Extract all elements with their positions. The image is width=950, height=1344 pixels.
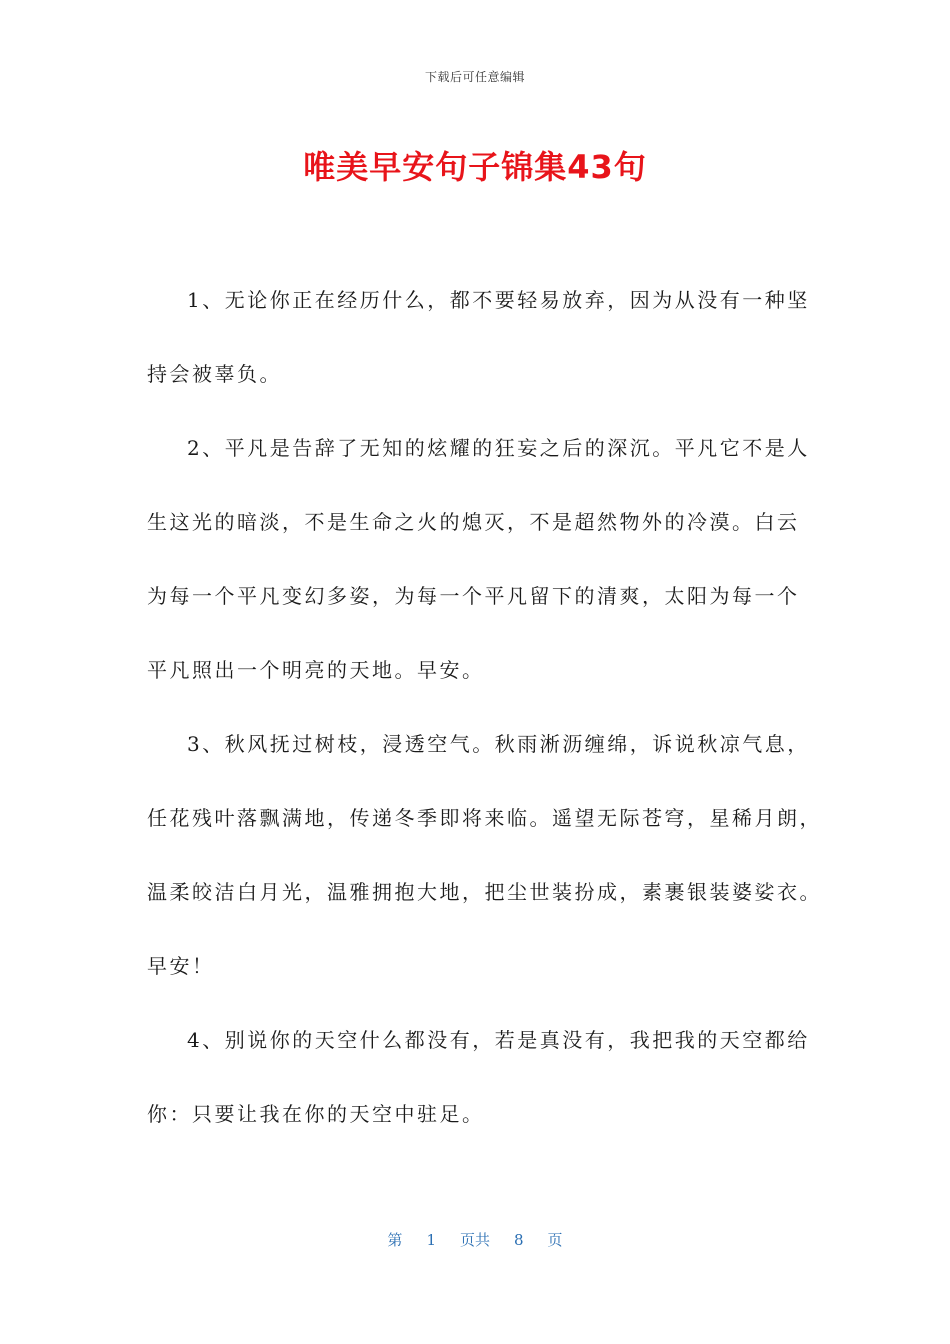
footer-current-page: 1 bbox=[426, 1231, 436, 1249]
paragraph-3 bbox=[147, 720, 822, 990]
document-body bbox=[147, 276, 822, 1164]
footer-total-pages: 8 bbox=[514, 1231, 524, 1249]
paragraph-line: 任花残叶落飘满地，传递冬季即将来临。遥望无际苍穹，星稀月朗， bbox=[147, 806, 822, 830]
document-title: 唯美早安句子锦集43句 bbox=[303, 148, 647, 186]
footer-label-page: 第 bbox=[387, 1231, 403, 1249]
paragraph-line: 生这光的暗淡，不是生命之火的熄灭，不是超然物外的冷漠。白云 bbox=[147, 510, 800, 534]
paragraph-line: 温柔皎洁白月光，温雅拥抱大地，把尘世装扮成，素裹银装婆娑衣。 bbox=[147, 880, 822, 904]
paragraph-line: 3、秋风抚过树枝，浸透空气。秋雨淅沥缠绵，诉说秋凉气息， bbox=[187, 732, 810, 756]
paragraph-2 bbox=[147, 424, 810, 694]
paragraph-line: 平凡照出一个明亮的天地。早安。 bbox=[147, 658, 485, 682]
footer-label-end: 页 bbox=[547, 1231, 563, 1249]
paragraph-line: 你：只要让我在你的天空中驻足。 bbox=[147, 1102, 485, 1126]
paragraph-line: 为每一个平凡变幻多姿，为每一个平凡留下的清爽，太阳为每一个 bbox=[147, 584, 800, 608]
paragraph-line: 1、无论你正在经历什么，都不要轻易放弃，因为从没有一种坚 bbox=[187, 288, 810, 312]
paragraph-1 bbox=[147, 276, 810, 398]
paragraph-line: 早安！ bbox=[147, 954, 215, 978]
page-footer bbox=[0, 1229, 950, 1250]
paragraph-line: 2、平凡是告辞了无知的炫耀的狂妄之后的深沉。平凡它不是人 bbox=[187, 436, 810, 460]
paragraph-line: 4、别说你的天空什么都没有，若是真没有，我把我的天空都给 bbox=[187, 1028, 810, 1052]
footer-label-total: 页共 bbox=[459, 1231, 490, 1249]
header-note: 下载后可任意编辑 bbox=[424, 70, 525, 84]
paragraph-line: 持会被辜负。 bbox=[147, 362, 282, 386]
paragraph-4 bbox=[147, 1016, 810, 1138]
